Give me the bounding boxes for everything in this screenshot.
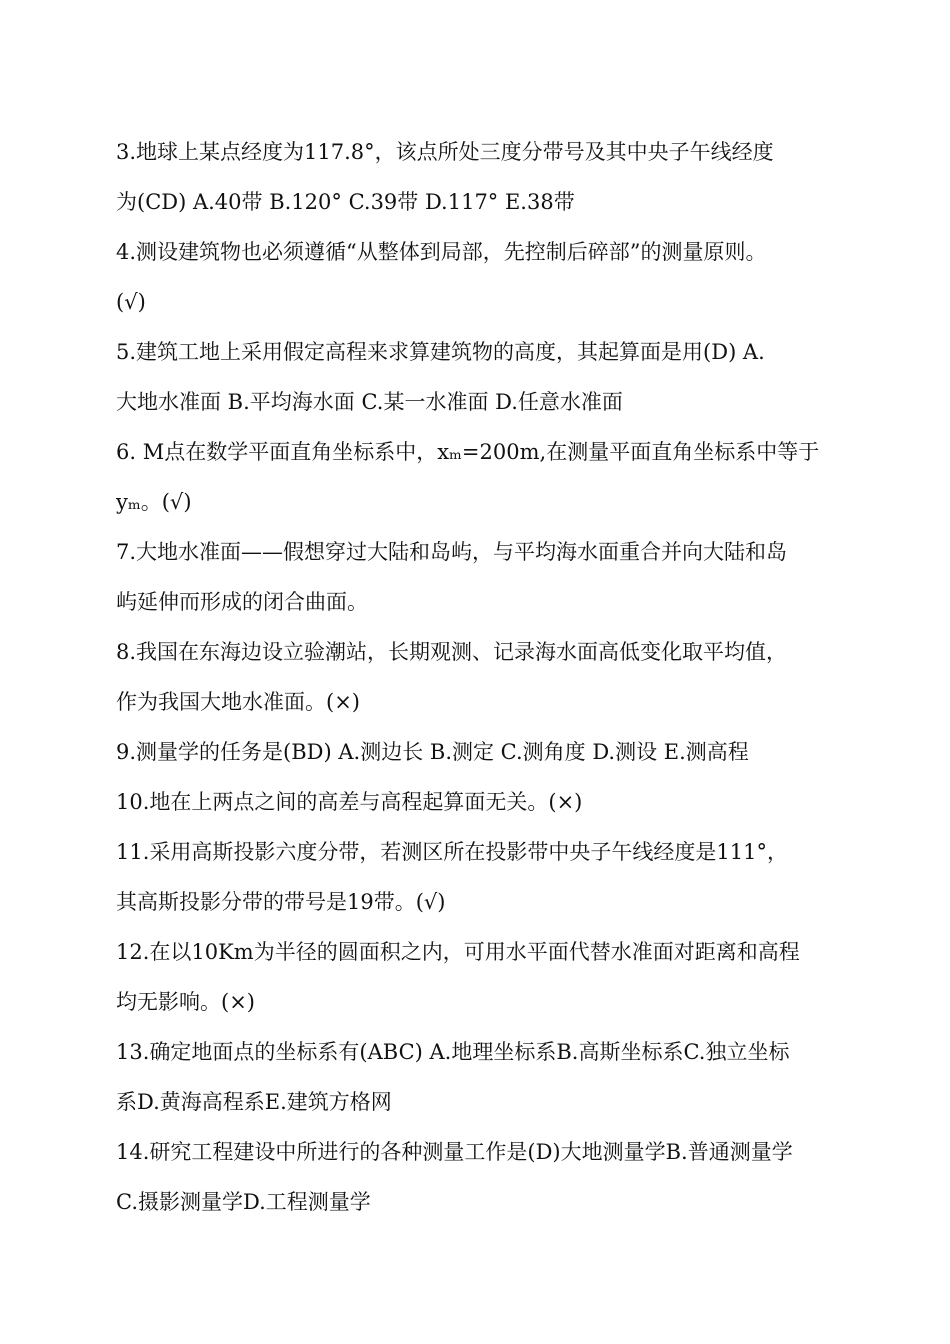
text-line: 11.采用高斯投影六度分带，若测区所在投影带中央子午线经度是111°， — [116, 840, 788, 864]
text-line: 其高斯投影分带的带号是19带。(√) — [116, 890, 446, 914]
text-line: 6. M点在数学平面直角坐标系中，xₘ=200m,在测量平面直角坐标系中等于 — [116, 440, 820, 464]
text-line: 7.大地水准面——假想穿过大陆和岛屿，与平均海水面重合并向大陆和岛 — [116, 540, 788, 564]
text-line: C.摄影测量学D.工程测量学 — [116, 1190, 371, 1214]
text-line: 大地水准面 B.平均海水面 C.某一水准面 D.任意水准面 — [116, 390, 623, 414]
text-line: 系D.黄海高程系E.建筑方格网 — [116, 1090, 392, 1114]
text-line: 14.研究工程建设中所进行的各种测量工作是(D)大地测量学B.普通测量学 — [116, 1140, 793, 1164]
text-line: 5.建筑工地上采用假定高程来求算建筑物的高度，其起算面是用(D) A. — [116, 340, 765, 364]
text-line: 作为我国大地水准面。(×) — [116, 690, 360, 714]
text-line: 3.地球上某点经度为117.8°，该点所处三度分带号及其中央子午线经度 — [116, 140, 774, 164]
text-line: 13.确定地面点的坐标系有(ABC) A.地理坐标系B.高斯坐标系C.独立坐标 — [116, 1040, 790, 1064]
text-line: 8.我国在东海边设立验潮站，长期观测、记录海水面高低变化取平均值， — [116, 640, 788, 664]
text-line: 屿延伸而形成的闭合曲面。 — [116, 590, 368, 614]
text-line: 为(CD) A.40带 B.120° C.39带 D.117° E.38带 — [116, 190, 575, 214]
text-line: 均无影响。(×) — [116, 990, 255, 1014]
text-line: 9.测量学的任务是(BD) A.测边长 B.测定 C.测角度 D.测设 E.测高程 — [116, 740, 749, 764]
text-line: yₘ。(√) — [116, 490, 192, 514]
text-line: (√) — [116, 290, 146, 314]
text-line: 12.在以10Km为半径的圆面积之内，可用水平面代替水准面对距离和高程 — [116, 940, 800, 964]
text-line: 4.测设建筑物也必须遵循“从整体到局部，先控制后碎部”的测量原则。 — [116, 240, 767, 264]
text-line: 10.地在上两点之间的高差与高程起算面无关。(×) — [116, 790, 583, 814]
